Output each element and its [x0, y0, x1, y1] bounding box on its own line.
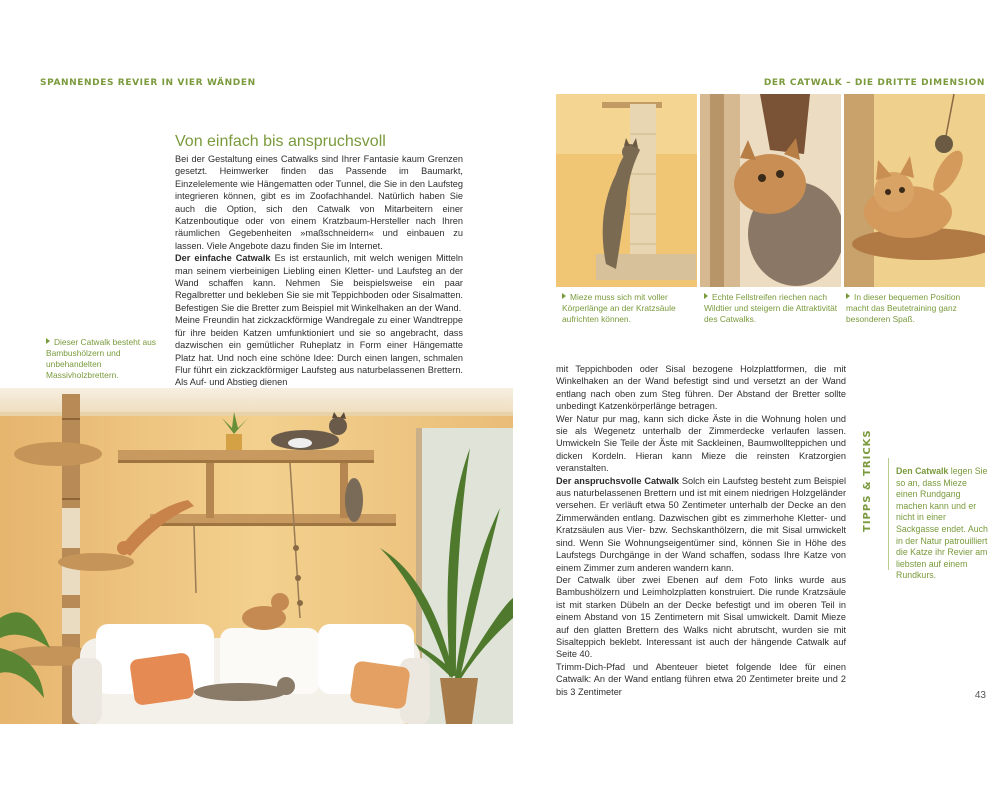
- paragraph: Der anspruchsvolle Catwalk Solch ein Laufsteg besteht zum Beispiel aus naturbelassenen Brettern und ist mit einem niedrigen Holzgeländer versehen. Er verläuft etwa 50 Zentimeter unterhalb der Decke an den Zimmerwänden entlang. Dazwischen gibt es zimmerhohe Kletter- und Kratzsäulen aus Vier- bzw. Sechskanthölzern, die mit Sisal umwickelt sind. Wenn Sie Wohnungseigentümer sind, können Sie in Höhe des Laufstegs Durchgänge in der Wand schaffen, sodass Ihre Katze von einem Zimmer zum anderen wandern kann.: [556, 475, 846, 573]
- page-number: 43: [974, 690, 986, 701]
- section-title: Von einfach bis anspruchsvoll: [175, 133, 386, 150]
- caption-photo-2: Echte Fellstreifen riechen nach Wildtier und steigern die Attraktivität des Catwalks.: [704, 292, 838, 324]
- caption-photo-1: Mieze muss sich mit voller Körperlänge an der Kratzsäule aufrichten können.: [562, 292, 676, 324]
- left-column-text: [175, 153, 463, 389]
- paragraph: mit Teppichboden oder Sisal bezogene Holzplattformen, die mit Winkelhaken an der Wand befestigt sind und versetzt an der Wand entlang nach oben zum Steg führen. Der Abstand der Bretter sollte unbedingt Katzenkörperlänge betragen.: [556, 364, 846, 412]
- photo-living-room-catwalk: [0, 388, 513, 724]
- running-head-left: SPANNENDES REVIER IN VIER WÄNDEN: [40, 78, 256, 88]
- caption-arrow-icon: [846, 293, 850, 299]
- right-column-text: [556, 363, 846, 698]
- caption-arrow-icon: [46, 338, 50, 344]
- paragraph: Trimm-Dich-Pfad und Abenteuer bietet folgende Idee für einen Catwalk: An der Wand entlang führen etwa 20 Zentimeter breite und 2 bis 3 Zentimeter: [556, 661, 846, 697]
- subheading: Der einfache Catwalk: [175, 253, 271, 264]
- photo-cat-hunting-toy: [844, 94, 985, 287]
- paragraph: Bei der Gestaltung eines Catwalks sind Ihrer Fantasie kaum Grenzen gesetzt. Heimwerker finden das Passende im Baumarkt, Einzelelemente wie Hängematten oder Tunnel, die Sie in den Laufsteg integrieren können, gibt es im Zoofachhandel. Natürlich haben Sie auch die Option, sich den Catwalk von Mitarbeitern einer Katzenboutique oder von einem Kratzbaum-Hersteller nach Ihren räumlichen Gegebenheiten »maßschneidern« und einbauen zu lassen. Viele Angebote dazu finden Sie im Internet.: [175, 154, 463, 251]
- subheading: Der anspruchsvolle Catwalk: [556, 475, 680, 486]
- tips-divider: [888, 458, 889, 570]
- caption-photo-3: In dieser bequemen Position macht das Beutetraining ganz besonderen Spaß.: [846, 292, 961, 324]
- paragraph: Wer Natur pur mag, kann sich dicke Äste in die Wohnung holen und sie als Wegenetz unterhalb der Zimmerdecke verlaufen lassen. Umwickeln Sie Teile der Äste mit Sackleinen, Baumwollteppichen und dicken Kordeln. Hieran kann Mieze die reinsten Kratzorgien veranstalten.: [556, 413, 846, 474]
- caption-main-photo: Dieser Catwalk besteht aus Bambushölzern und unbehandelten Massivholzbrettern.: [46, 337, 156, 380]
- tips-text: Den Catwalk legen Sie so an, dass Mieze einen Rundgang machen kann und er nicht in einer Sackgasse endet. Auch in der Natur patrouilliert die Katze ihr Revier am liebsten auf einem Rundkurs.: [896, 466, 988, 581]
- running-head-right: DER CATWALK – DIE DRITTE DIMENSION: [763, 78, 985, 88]
- paragraph: Der Catwalk über zwei Ebenen auf dem Foto links wurde aus Bambushölzern und Leimholzplatten konstruiert. Die runde Kratzsäule ist mit starken Dübeln an der Decke befestigt und im oberen Teil in einem Abstand von 15 Zentimetern mit Sisal umwickelt. Damit Mieze auf den glatten Brettern des Walks nicht abrutscht, wurden sie mit Sisalteppich beklebt. Interessant ist auch der hängende Catwalk auf Seite 40.: [556, 574, 846, 660]
- caption-arrow-icon: [704, 293, 708, 299]
- tips-head: Den Catwalk: [896, 466, 949, 476]
- tips-label: TIPPS & TRICKS: [862, 429, 873, 532]
- photo-cat-fur-stripes: [700, 94, 841, 287]
- photo-cat-scratching-post: [556, 94, 697, 287]
- paragraph: Der einfache Catwalk Es ist erstaunlich, mit welch wenigen Mitteln man seinem vierbeinigen Liebling einen Kletter- und Laufsteg an der Wand schaffen kann. Nehmen Sie beispielsweise ein paar Regalbretter und bekleben Sie sie mit Teppichboden oder Sisalmatten. Befestigen Sie die Bretter zum Beispiel mit Winkelhaken an der Wand.: [175, 253, 463, 313]
- paragraph: Meine Freundin hat zickzackförmige Wandregale zu einer Wandtreppe für ihre beiden Katzen umfunktioniert und sie so angebracht, dass dazwischen ein gemütlicher Ruheplatz in Form einer Hängematte Platz hat. Und noch eine schöne Idee: Durch einen langen, schmalen Flur führt ein zickzackförmiger Laufsteg aus naturbelassenen Brettern. Als Auf- und Abstieg dienen: [175, 315, 463, 388]
- caption-arrow-icon: [562, 293, 566, 299]
